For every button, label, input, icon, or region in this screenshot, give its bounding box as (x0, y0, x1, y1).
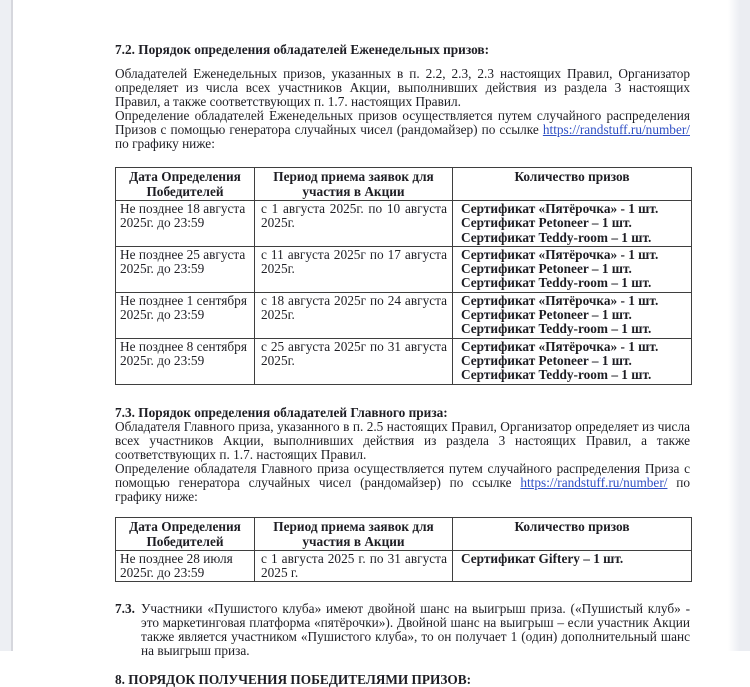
table-row (116, 338, 692, 384)
period-cell: с 11 августа 2025г по 17 августа 2025г. (255, 246, 453, 292)
prize-line: Сертификат Teddy-room – 1 шт. (461, 229, 652, 245)
prizes-cell (453, 550, 692, 581)
prize-line: Сертификат Teddy-room – 1 шт. (461, 321, 652, 337)
paragraph-text: Определение обладателя Главного приза осуществляется путем случайного распределения Приза с помощью генератора случайных чисел (рандомайзер) по ссылке (115, 460, 690, 490)
date-cell: Не позднее 1 сентября 2025г. до 23:59 (116, 292, 255, 338)
main-prize-table (115, 517, 692, 582)
column-header: Дата Определения Победителей (116, 517, 255, 550)
prize-line: Сертификат Teddy-room – 1 шт. (461, 367, 652, 383)
randstuff-link[interactable]: https://randstuff.ru/number/ (542, 122, 690, 137)
prize-line: Сертификат Petoneer – 1 шт. (461, 261, 632, 277)
column-header: Количество призов (453, 517, 692, 550)
date-cell: Не позднее 18 августа 2025г. до 23:59 (116, 201, 255, 247)
paragraph-text: по графику ниже: (115, 474, 690, 504)
table-row (116, 550, 692, 581)
column-header: Период приема заявок для участия в Акции (255, 517, 453, 550)
paragraph-text: Определение обладателей Еженедельных призов осуществляется путем случайного распределения Призов с помощью генератора случайных чисел (рандомайзер) по ссылке (115, 108, 690, 137)
viewer-gutter-left (0, 0, 13, 651)
section-7-3-paragraph-2 (115, 462, 690, 504)
period-cell: с 18 августа 2025г по 24 августа 2025г. (255, 292, 453, 338)
prize-line: Сертификат Petoneer – 1 шт. (461, 307, 632, 323)
table-row (116, 246, 692, 292)
prizes-cell (453, 292, 692, 338)
prizes-cell (453, 338, 692, 384)
date-cell: Не позднее 8 сентября 2025г. до 23:59 (116, 338, 255, 384)
column-header: Дата Определения Победителей (116, 168, 255, 201)
prize-line: Сертификат Petoneer – 1 шт. (461, 215, 632, 231)
section-7-3-paragraph-1: Обладателя Главного приза, указанного в п. 2.5 настоящих Правил, Организатор определяет из числа всех участников Акции, выполнивших действия из раздела 3 настоящих Правил, а также соответствующих п. 1.7. настоящих Правил. (115, 418, 690, 462)
table-header-row (116, 168, 692, 201)
date-cell: Не позднее 28 июля 2025г. до 23:59 (116, 550, 255, 581)
prize-line: Сертификат «Пятёрочка» - 1 шт. (461, 338, 659, 354)
table-header-row (116, 517, 692, 550)
paragraph-text: по графику ниже: (115, 136, 215, 151)
weekly-prizes-table (115, 167, 692, 385)
document-page (13, 0, 728, 687)
prizes-cell (453, 201, 692, 247)
section-7-2-paragraph-1: Обладателей Еженедельных призов, указанных в п. 2.2, 2.3, 2.3 настоящих Правил, Организатор определяет из числа всех участников Акции, выполнивших действия из раздела 3 настоящих Правил, а также соответствующих п. 1.7. настоящих Правил. (115, 66, 690, 109)
prize-line: Сертификат «Пятёрочка» - 1 шт. (461, 292, 659, 308)
clause-text: Участники «Пушистого клуба» имеют двойной шанс на выигрыш приза. («Пушистый клуб» - это маркетинговая платформа «пятёрочки»). Двойной шанс на выигрыш – если участник Акции также является участником «Пушистого клуба», то он получает 1 (один) дополнительный шанс на выигрыш приза. (141, 600, 690, 658)
clause-number: 7.3. (115, 600, 135, 616)
section-7-3-heading: 7.3. Порядок определения обладателей Главного приза: (115, 404, 448, 420)
column-header: Период приема заявок для участия в Акции (255, 168, 453, 201)
prize-line: Сертификат Teddy-room – 1 шт. (461, 275, 652, 291)
document-content (115, 0, 690, 687)
prize-line: Сертификат «Пятёрочка» - 1 шт. (461, 201, 659, 216)
period-cell: с 25 августа 2025г по 31 августа 2025г. (255, 338, 453, 384)
viewer-gutter-right (728, 0, 750, 651)
period-cell: с 1 августа 2025 г. по 31 августа 2025 г. (255, 550, 453, 581)
table-row (116, 201, 692, 247)
section-7-2-heading: 7.2. Порядок определения обладателей Еженедельных призов: (115, 42, 490, 57)
randstuff-link[interactable]: https://randstuff.ru/number/ (520, 474, 668, 490)
column-header: Количество призов (453, 168, 692, 201)
section-8-heading: 8. ПОРЯДОК ПОЛУЧЕНИЯ ПОБЕДИТЕЛЯМИ ПРИЗОВ: (115, 671, 472, 687)
date-cell: Не позднее 25 августа 2025г. до 23:59 (116, 246, 255, 292)
prize-line: Сертификат Giftery – 1 шт. (461, 550, 624, 566)
table-row (116, 292, 692, 338)
prize-line: Сертификат Petoneer – 1 шт. (461, 352, 632, 368)
section-7-2-paragraph-2 (115, 109, 690, 151)
prize-line: Сертификат «Пятёрочка» - 1 шт. (461, 246, 659, 262)
clause-double-chance (115, 602, 690, 658)
period-cell: с 1 августа 2025г. по 10 августа 2025г. (255, 201, 453, 247)
prizes-cell (453, 246, 692, 292)
